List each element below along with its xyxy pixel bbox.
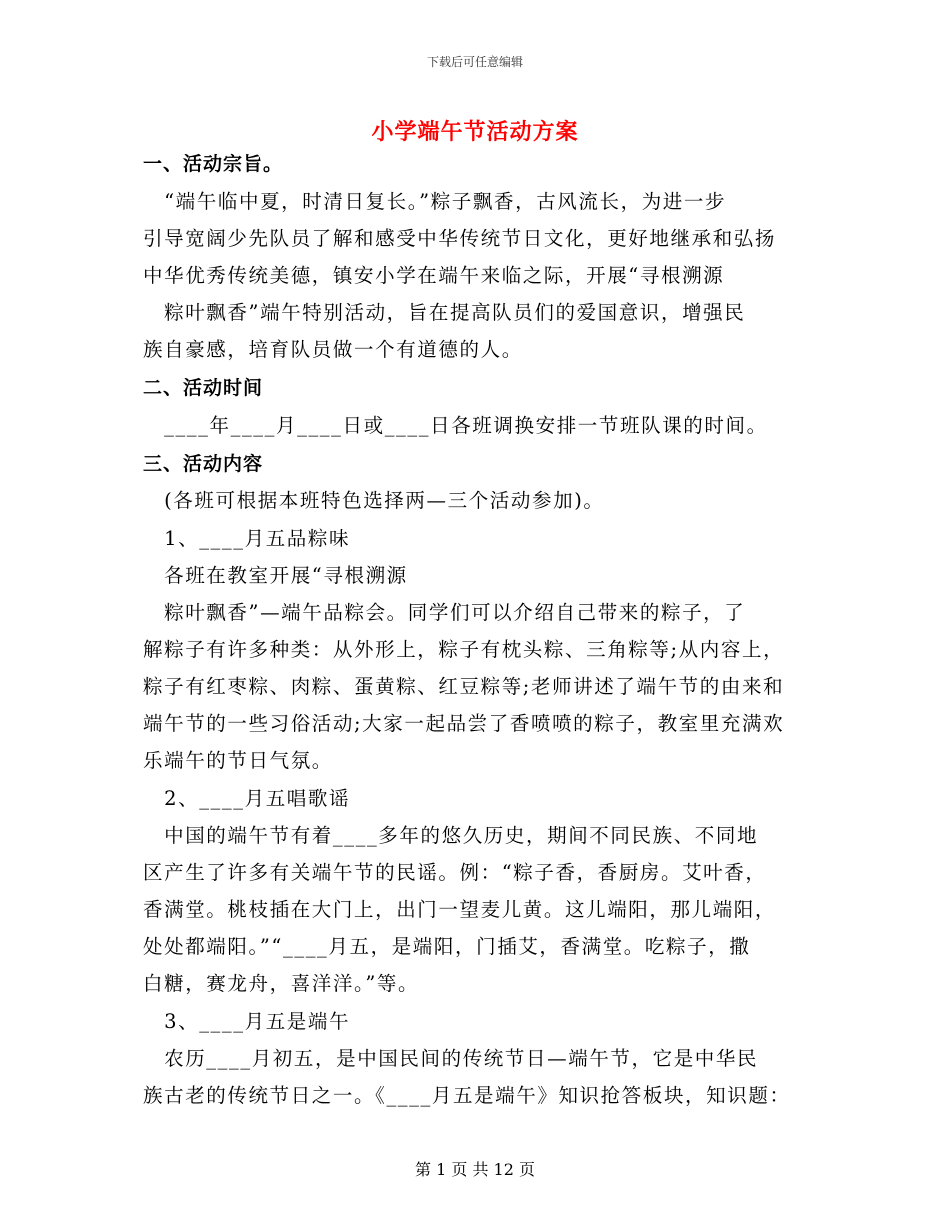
paragraph-line: 中华优秀传统美德，镇安小学在端午来临之际，开展“寻根溯源 (143, 264, 725, 287)
subheading-line: 1、____月五品粽味 (143, 527, 351, 550)
paragraph-line: 处处都端阳。”“____月五，是端阳，门插艾，香满堂。吃粽子，撒 (143, 935, 751, 958)
section-heading-purpose: 一、活动宗旨。 (143, 153, 284, 175)
paragraph-line: “端午临中夏，时清日复长。”粽子飘香，古风流长，为进一步 (143, 190, 727, 213)
paragraph-line: 族自豪感，培育队员做一个有道德的人。 (143, 338, 523, 361)
paragraph-line: 各班在教室开展“寻根溯源 (143, 564, 408, 587)
paragraph-line: 香满堂。桃枝插在大门上，出门一望麦儿黄。这儿端阳，那儿端阳， (143, 898, 777, 921)
paragraph-line: 中国的端午节有着____多年的悠久历史，期间不同民族、不同地 (143, 824, 759, 847)
paragraph-line: 粽叶飘香”—端午品粽会。同学们可以介绍自己带来的粽子，了 (143, 601, 746, 624)
page-header: 下载后可任意编辑 (426, 55, 523, 69)
paragraph-line: 族古老的传统节日之一。《____月五是端午》知识抢答板块，知识题： (143, 1084, 791, 1107)
paragraph-line: ____年____月____日或____日各班调换安排一节班队课的时间。 (143, 414, 768, 437)
paragraph-line: 区产生了许多有关端午节的民谣。例：“粽子香，香厨房。艾叶香， (143, 861, 767, 884)
page-footer: 第 1 页 共 12 页 (415, 1160, 535, 1179)
subheading-line: 2、____月五唱歌谣 (143, 787, 351, 810)
paragraph-line: (各班可根据本班特色选择两—三个活动参加)。 (143, 489, 605, 512)
paragraph-line: 粽子有红枣粽、肉粽、蛋黄粽、红豆粽等;老师讲述了端午节的由来和 (143, 675, 785, 698)
paragraph-line: 解粽子有许多种类：从外形上，粽子有枕头粽、三角粽等;从内容上， (143, 638, 785, 661)
paragraph-line: 端午节的一些习俗活动;大家一起品尝了香喷喷的粽子，教室里充满欢 (143, 712, 785, 735)
section-heading-content: 三、活动内容 (143, 453, 264, 475)
paragraph-line: 农历____月初五，是中国民间的传统节日—端午节，它是中华民 (143, 1047, 759, 1070)
paragraph-line: 白糖，赛龙舟，喜洋洋。”等。 (143, 972, 420, 995)
subheading-line: 3、____月五是端午 (143, 1010, 351, 1033)
paragraph-line: 粽叶飘香”端午特别活动，旨在提高队员们的爱国意识，增强民 (143, 301, 746, 324)
section-heading-time: 二、活动时间 (143, 377, 264, 399)
paragraph-line: 乐端午的节日气氛。 (143, 749, 333, 772)
document-title: 小学端午节活动方案 (371, 120, 579, 145)
paragraph-line: 引导宽阔少先队员了解和感受中华传统节日文化，更好地继承和弘扬 (143, 227, 777, 250)
